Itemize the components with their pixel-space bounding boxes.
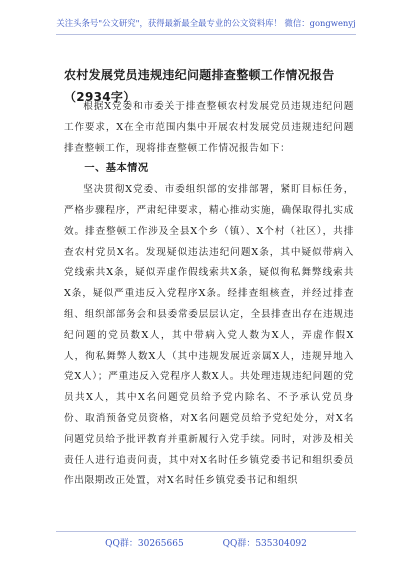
footer-divider [56, 531, 356, 532]
header-divider [56, 34, 356, 35]
footer [56, 536, 356, 549]
header-banner: 关注头条号"公文研究"，获得最新最全最专业的公文资料库！ 微信：gongwenyj [56, 18, 356, 28]
footer-qq-group-2: QQ群：535304092 [222, 539, 307, 549]
section-heading: 一、基本情况 [84, 163, 149, 175]
intro-paragraph: 根据X党委和市委关于排查整顿农村发展党员违规违纪问题工作要求，X在全市范围内集中开展农村发展党员违规违纪问题排查整顿工作，现将排查整顿工作情况报告如下： [64, 101, 354, 154]
footer-qq-group-1: QQ群：30265665 [105, 539, 184, 549]
document-title: 农村发展党员违规违纪问题排查整顿工作情况报告（2934字） [64, 68, 335, 104]
section-paragraph: 坚决贯彻X党委、市委组织部的安排部署，紧盯目标任务，严格步骤程序，严肃纪律要求，精心推动实施，确保取得扎实成效。排查整顿工作涉及全县X个乡（镇）、X个村（社区），共排查农村党员X名。发现疑似违法违纪问题X条，其中疑似带病入党线索共X条，疑似弄虚作假线索共X条，疑似徇私舞弊线索共X条，疑似严重违反入党程序X条。经排查组核查，并经过排查组、组织部部务会和县委常委层层认定，全县排查出存在违规违纪问题的党员数X人，其中带病入党人数为X人，弄虚作假X人，徇私舞弊人数X人（其中违规发展近亲属X人，违规异地入党X人）；严重违反入党程序人数X人。共处理违规违纪问题的党员共X人，其中X名问题党员给予党内除名、不予承认党员身份、取消预备党员资格，对X名问题党员给予党纪处分，对X名问题党员给予批评教育并重新履行入党手续。同时，对涉及相关责任人进行追责问责，其中对X名时任乡镇党委书记和组织委员作出限期改正处置，对X名时任乡镇党委书记和组织 [64, 184, 354, 487]
document-body [64, 97, 354, 492]
